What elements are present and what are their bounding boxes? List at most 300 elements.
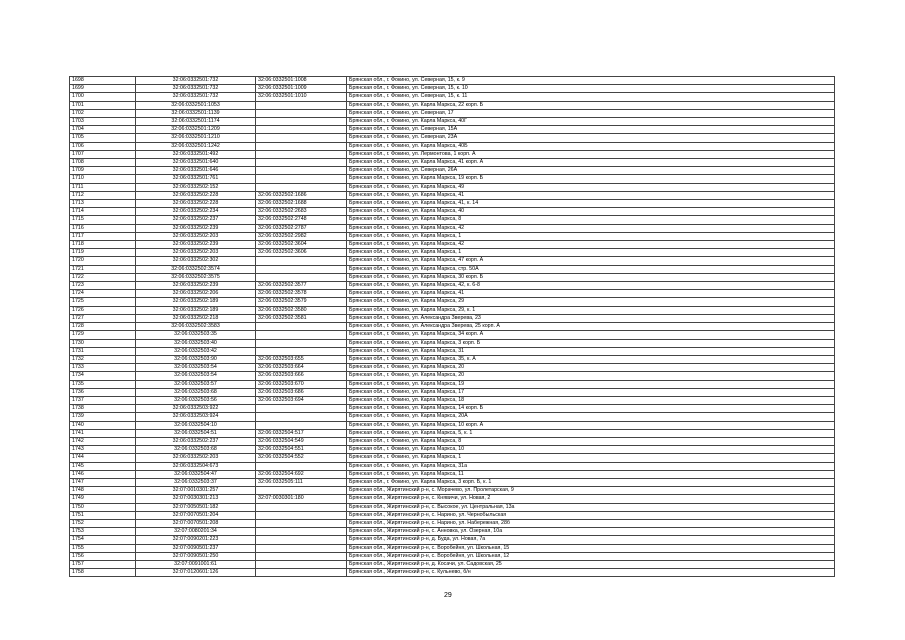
address-cell: Брянская обл., Жирятинский р-н, с. Воробейня, ул. Школьная, 12: [347, 552, 835, 560]
cadastral-number-cell: 32:07:0080201:34: [136, 528, 256, 536]
table-row: [70, 232, 835, 240]
linked-cadastral-number-cell: [256, 560, 347, 568]
table-row: [70, 273, 835, 281]
row-number-cell: 1741: [70, 429, 136, 437]
row-number-cell: 1717: [70, 232, 136, 240]
row-number-cell: 1739: [70, 413, 136, 421]
linked-cadastral-number-cell: 32:06:0332501:1010: [256, 93, 347, 101]
cadastral-number-cell: 32:06:0332501:1242: [136, 142, 256, 150]
row-number-cell: 1721: [70, 265, 136, 273]
row-number-cell: 1728: [70, 323, 136, 331]
address-cell: Брянская обл., Жирятинский р-н, с. Анновка, ул. Озерная, 10а: [347, 528, 835, 536]
table-row: [70, 331, 835, 339]
cadastral-number-cell: 32:06:0332503:56: [136, 396, 256, 404]
address-cell: Брянская обл., г. Фокино, ул. Карла Маркса, 18: [347, 396, 835, 404]
row-number-cell: 1752: [70, 519, 136, 527]
cadastral-number-cell: 32:06:0332502:189: [136, 306, 256, 314]
linked-cadastral-number-cell: [256, 150, 347, 158]
table-row: [70, 544, 835, 552]
table-row: [70, 208, 835, 216]
address-cell: Брянская обл., г. Фокино, ул. Северная, 26А: [347, 167, 835, 175]
cadastral-number-cell: 32:06:0332501:1209: [136, 126, 256, 134]
table-row: [70, 224, 835, 232]
row-number-cell: 1742: [70, 437, 136, 445]
linked-cadastral-number-cell: 32:06:0332503:666: [256, 372, 347, 380]
address-cell: Брянская обл., г. Фокино, ул. Северная, 15, к. 9: [347, 77, 835, 85]
table-row: [70, 446, 835, 454]
row-number-cell: 1737: [70, 396, 136, 404]
address-cell: Брянская обл., г. Фокино, ул. Карла Маркса, 41 корп. А: [347, 159, 835, 167]
cadastral-number-cell: 32:06:0332502:239: [136, 224, 256, 232]
table-row: [70, 109, 835, 117]
linked-cadastral-number-cell: 32:06:0332503:670: [256, 380, 347, 388]
address-cell: Брянская обл., г. Фокино, ул. Карла Маркса, 19 корп. Б: [347, 175, 835, 183]
row-number-cell: 1740: [70, 421, 136, 429]
row-number-cell: 1751: [70, 511, 136, 519]
row-number-cell: 1734: [70, 372, 136, 380]
cadastral-number-cell: 32:06:0332503:68: [136, 446, 256, 454]
address-cell: Брянская обл., г. Фокино, ул. Карла Маркса, стр. 50А: [347, 265, 835, 273]
cadastral-number-cell: 32:07:0090501:250: [136, 552, 256, 560]
linked-cadastral-number-cell: 32:06:0332504:552: [256, 454, 347, 462]
table-row: [70, 142, 835, 150]
row-number-cell: 1756: [70, 552, 136, 560]
linked-cadastral-number-cell: 32:06:0332503:694: [256, 396, 347, 404]
cadastral-number-cell: 32:06:0332502:228: [136, 200, 256, 208]
address-cell: Брянская обл., г. Фокино, ул. Лермонтова, 1 корп. А: [347, 150, 835, 158]
address-cell: Брянская обл., г. Фокино, ул. Карла Маркса, 19: [347, 380, 835, 388]
linked-cadastral-number-cell: [256, 405, 347, 413]
linked-cadastral-number-cell: 32:06:0332504:517: [256, 429, 347, 437]
cadastral-number-cell: 32:07:0090501:237: [136, 544, 256, 552]
row-number-cell: 1726: [70, 306, 136, 314]
linked-cadastral-number-cell: [256, 413, 347, 421]
table-row: [70, 454, 835, 462]
table-row: [70, 372, 835, 380]
linked-cadastral-number-cell: 32:06:0332504:692: [256, 470, 347, 478]
cadastral-number-cell: 32:06:0332502:189: [136, 298, 256, 306]
address-cell: Брянская обл., г. Фокино, ул. Карла Маркса, 40Б: [347, 142, 835, 150]
table-row: [70, 487, 835, 495]
address-cell: Брянская обл., Жирятинский р-н, с. Нарино, ул. Набережная, 28б: [347, 519, 835, 527]
linked-cadastral-number-cell: [256, 175, 347, 183]
table-row: [70, 282, 835, 290]
registry-table-body: [70, 77, 835, 577]
cadastral-number-cell: 32:06:0332503:57: [136, 380, 256, 388]
table-row: [70, 183, 835, 191]
row-number-cell: 1755: [70, 544, 136, 552]
table-row: [70, 200, 835, 208]
address-cell: Брянская обл., Жирятинский р-н, д. Косачи, ул. Садовская, 25: [347, 560, 835, 568]
row-number-cell: 1731: [70, 347, 136, 355]
linked-cadastral-number-cell: 32:06:0332502:3606: [256, 249, 347, 257]
linked-cadastral-number-cell: 32:06:0332502:3604: [256, 241, 347, 249]
row-number-cell: 1746: [70, 470, 136, 478]
table-row: [70, 257, 835, 265]
table-row: [70, 216, 835, 224]
address-cell: Брянская обл., г. Фокино, ул. Карла Маркса, 10 корп. А: [347, 421, 835, 429]
cadastral-number-cell: 32:07:0091001:61: [136, 560, 256, 568]
linked-cadastral-number-cell: [256, 265, 347, 273]
cadastral-number-cell: 32:06:0332503:924: [136, 413, 256, 421]
cadastral-number-cell: 32:06:0332502:228: [136, 191, 256, 199]
row-number-cell: 1736: [70, 388, 136, 396]
linked-cadastral-number-cell: [256, 503, 347, 511]
linked-cadastral-number-cell: 32:06:0332501:1008: [256, 77, 347, 85]
row-number-cell: 1711: [70, 183, 136, 191]
cadastral-number-cell: 32:06:0332501:761: [136, 175, 256, 183]
table-row: [70, 413, 835, 421]
address-cell: Брянская обл., Жирятинский р-н, д. Буда, ул. Новая, 7а: [347, 536, 835, 544]
table-row: [70, 85, 835, 93]
cadastral-number-cell: 32:06:0332502:234: [136, 208, 256, 216]
linked-cadastral-number-cell: 32:06:0332502:3577: [256, 282, 347, 290]
row-number-cell: 1712: [70, 191, 136, 199]
row-number-cell: 1750: [70, 503, 136, 511]
row-number-cell: 1757: [70, 560, 136, 568]
linked-cadastral-number-cell: 32:07:0030301:180: [256, 495, 347, 503]
cadastral-number-cell: 32:06:0332504:673: [136, 462, 256, 470]
cadastral-number-cell: 32:07:0090201:223: [136, 536, 256, 544]
cadastral-number-cell: 32:06:0332502:237: [136, 437, 256, 445]
row-number-cell: 1713: [70, 200, 136, 208]
cadastral-number-cell: 32:06:0332503:54: [136, 372, 256, 380]
row-number-cell: 1704: [70, 126, 136, 134]
linked-cadastral-number-cell: 32:06:0332504:549: [256, 437, 347, 445]
table-row: [70, 421, 835, 429]
table-row: [70, 150, 835, 158]
linked-cadastral-number-cell: [256, 134, 347, 142]
linked-cadastral-number-cell: 32:06:0332502:2683: [256, 208, 347, 216]
linked-cadastral-number-cell: [256, 462, 347, 470]
linked-cadastral-number-cell: [256, 101, 347, 109]
linked-cadastral-number-cell: 32:06:0332505:111: [256, 478, 347, 486]
table-row: [70, 134, 835, 142]
linked-cadastral-number-cell: [256, 323, 347, 331]
cadastral-number-cell: 32:06:0332502:152: [136, 183, 256, 191]
linked-cadastral-number-cell: 32:06:0332501:1009: [256, 85, 347, 93]
row-number-cell: 1702: [70, 109, 136, 117]
address-cell: Брянская обл., г. Фокино, ул. Карла Маркса, 8: [347, 437, 835, 445]
row-number-cell: 1743: [70, 446, 136, 454]
row-number-cell: 1709: [70, 167, 136, 175]
cadastral-number-cell: 32:06:0332502:237: [136, 216, 256, 224]
address-cell: Брянская обл., г. Фокино, ул. Карла Маркса, 20: [347, 372, 835, 380]
table-row: [70, 355, 835, 363]
address-cell: Брянская обл., г. Фокино, ул. Карла Маркса, 3 корп. Б: [347, 339, 835, 347]
address-cell: Брянская обл., г. Фокино, ул. Карла Маркса, 31: [347, 347, 835, 355]
row-number-cell: 1732: [70, 355, 136, 363]
cadastral-number-cell: 32:06:0332502:302: [136, 257, 256, 265]
table-row: [70, 191, 835, 199]
table-row: [70, 405, 835, 413]
cadastral-number-cell: 32:07:0070501:208: [136, 519, 256, 527]
row-number-cell: 1718: [70, 241, 136, 249]
row-number-cell: 1714: [70, 208, 136, 216]
linked-cadastral-number-cell: 32:06:0332503:686: [256, 388, 347, 396]
row-number-cell: 1708: [70, 159, 136, 167]
linked-cadastral-number-cell: [256, 126, 347, 134]
row-number-cell: 1754: [70, 536, 136, 544]
linked-cadastral-number-cell: 32:06:0332502:1686: [256, 191, 347, 199]
address-cell: Брянская обл., г. Фокино, ул. Карла Маркса, 40: [347, 208, 835, 216]
linked-cadastral-number-cell: [256, 421, 347, 429]
address-cell: Брянская обл., г. Фокино, ул. Карла Маркса, 47 корп. А: [347, 257, 835, 265]
table-row: [70, 528, 835, 536]
address-cell: Брянская обл., г. Фокино, ул. Карла Маркса, 20: [347, 364, 835, 372]
linked-cadastral-number-cell: [256, 167, 347, 175]
table-row: [70, 306, 835, 314]
row-number-cell: 1749: [70, 495, 136, 503]
address-cell: Брянская обл., г. Фокино, ул. Карла Маркса, 42: [347, 224, 835, 232]
linked-cadastral-number-cell: 32:06:0332504:551: [256, 446, 347, 454]
address-cell: Брянская обл., г. Фокино, ул. Карла Маркса, 30 корп. Б: [347, 273, 835, 281]
address-cell: Брянская обл., г. Фокино, ул. Северная, 15А: [347, 126, 835, 134]
address-cell: Брянская обл., г. Фокино, ул. Карла Маркса, 1: [347, 232, 835, 240]
linked-cadastral-number-cell: [256, 339, 347, 347]
address-cell: Брянская обл., г. Фокино, ул. Карла Маркса, 17: [347, 388, 835, 396]
linked-cadastral-number-cell: 32:06:0332502:3581: [256, 314, 347, 322]
table-row: [70, 77, 835, 85]
linked-cadastral-number-cell: [256, 536, 347, 544]
linked-cadastral-number-cell: [256, 183, 347, 191]
cadastral-number-cell: 32:06:0332501:646: [136, 167, 256, 175]
table-row: [70, 396, 835, 404]
cadastral-number-cell: 32:06:0332501:1139: [136, 109, 256, 117]
address-cell: Брянская обл., г. Фокино, ул. Карла Маркса, 42: [347, 241, 835, 249]
cadastral-number-cell: 32:06:0332502:203: [136, 249, 256, 257]
cadastral-number-cell: 32:06:0332502:3583: [136, 323, 256, 331]
cadastral-number-cell: 32:06:0332503:37: [136, 478, 256, 486]
address-cell: Брянская обл., г. Фокино, ул. Карла Маркса, 20А: [347, 413, 835, 421]
row-number-cell: 1699: [70, 85, 136, 93]
table-row: [70, 298, 835, 306]
row-number-cell: 1707: [70, 150, 136, 158]
linked-cadastral-number-cell: 32:06:0332502:3580: [256, 306, 347, 314]
cadastral-number-cell: 32:07:0010301:257: [136, 487, 256, 495]
linked-cadastral-number-cell: [256, 511, 347, 519]
row-number-cell: 1700: [70, 93, 136, 101]
address-cell: Брянская обл., Жирятинский р-н, с. Княвичи, ул. Новая, 2: [347, 495, 835, 503]
row-number-cell: 1753: [70, 528, 136, 536]
row-number-cell: 1724: [70, 290, 136, 298]
table-row: [70, 101, 835, 109]
table-row: [70, 519, 835, 527]
table-row: [70, 249, 835, 257]
registry-table: [69, 76, 835, 577]
table-row: [70, 265, 835, 273]
row-number-cell: 1716: [70, 224, 136, 232]
address-cell: Брянская обл., г. Фокино, ул. Карла Маркса, 35, к. А: [347, 355, 835, 363]
cadastral-number-cell: 32:06:0332501:492: [136, 150, 256, 158]
row-number-cell: 1723: [70, 282, 136, 290]
table-row: [70, 388, 835, 396]
cadastral-number-cell: 32:06:0332502:3575: [136, 273, 256, 281]
address-cell: Брянская обл., г. Фокино, ул. Карла Маркса, 22 корп. Б: [347, 101, 835, 109]
table-row: [70, 339, 835, 347]
address-cell: Брянская обл., г. Фокино, ул. Карла Маркса, 8: [347, 216, 835, 224]
row-number-cell: 1727: [70, 314, 136, 322]
row-number-cell: 1738: [70, 405, 136, 413]
page-number: 29: [444, 592, 452, 599]
table-row: [70, 569, 835, 577]
cadastral-number-cell: 32:06:0332501:732: [136, 77, 256, 85]
row-number-cell: 1735: [70, 380, 136, 388]
cadastral-number-cell: 32:06:0332504:10: [136, 421, 256, 429]
cadastral-number-cell: 32:06:0332502:3574: [136, 265, 256, 273]
address-cell: Брянская обл., Жирятинский р-н, с. Морачево, ул. Пролетарская, 9: [347, 487, 835, 495]
cadastral-number-cell: 32:06:0332502:206: [136, 290, 256, 298]
linked-cadastral-number-cell: 32:06:0332502:2787: [256, 224, 347, 232]
table-row: [70, 290, 835, 298]
address-cell: Брянская обл., г. Фокино, ул. Александра Зверева, 25 корп. А: [347, 323, 835, 331]
linked-cadastral-number-cell: [256, 331, 347, 339]
address-cell: Брянская обл., г. Фокино, ул. Карла Маркса, 29, к. 1: [347, 306, 835, 314]
linked-cadastral-number-cell: [256, 487, 347, 495]
table-row: [70, 323, 835, 331]
cadastral-number-cell: 32:06:0332501:640: [136, 159, 256, 167]
linked-cadastral-number-cell: 32:06:0332503:664: [256, 364, 347, 372]
address-cell: Брянская обл., г. Фокино, ул. Александра Зверева, 23: [347, 314, 835, 322]
linked-cadastral-number-cell: [256, 519, 347, 527]
address-cell: Брянская обл., г. Фокино, ул. Северная, 15, к. 11: [347, 93, 835, 101]
address-cell: Брянская обл., г. Фокино, ул. Карла Маркса, 10: [347, 446, 835, 454]
table-row: [70, 118, 835, 126]
row-number-cell: 1748: [70, 487, 136, 495]
linked-cadastral-number-cell: 32:06:0332502:2982: [256, 232, 347, 240]
cadastral-number-cell: 32:06:0332501:1174: [136, 118, 256, 126]
table-row: [70, 364, 835, 372]
address-cell: Брянская обл., г. Фокино, ул. Карла Маркса, 1: [347, 249, 835, 257]
row-number-cell: 1745: [70, 462, 136, 470]
row-number-cell: 1720: [70, 257, 136, 265]
table-row: [70, 126, 835, 134]
table-row: [70, 380, 835, 388]
linked-cadastral-number-cell: [256, 347, 347, 355]
row-number-cell: 1698: [70, 77, 136, 85]
cadastral-number-cell: 32:06:0332501:732: [136, 93, 256, 101]
table-row: [70, 241, 835, 249]
cadastral-number-cell: 32:06:0332502:203: [136, 454, 256, 462]
address-cell: Брянская обл., г. Фокино, ул. Карла Маркса, 29: [347, 298, 835, 306]
row-number-cell: 1715: [70, 216, 136, 224]
linked-cadastral-number-cell: [256, 109, 347, 117]
table-row: [70, 536, 835, 544]
row-number-cell: 1719: [70, 249, 136, 257]
table-row: [70, 495, 835, 503]
cadastral-number-cell: 32:06:0332504:51: [136, 429, 256, 437]
linked-cadastral-number-cell: [256, 159, 347, 167]
cadastral-number-cell: 32:06:0332501:1210: [136, 134, 256, 142]
linked-cadastral-number-cell: 32:06:0332502:2748: [256, 216, 347, 224]
table-row: [70, 478, 835, 486]
row-number-cell: 1758: [70, 569, 136, 577]
linked-cadastral-number-cell: 32:06:0332502:1688: [256, 200, 347, 208]
cadastral-number-cell: 32:06:0332503:54: [136, 364, 256, 372]
linked-cadastral-number-cell: [256, 142, 347, 150]
cadastral-number-cell: 32:06:0332503:35: [136, 331, 256, 339]
table-row: [70, 314, 835, 322]
cadastral-number-cell: 32:06:0332503:90: [136, 355, 256, 363]
row-number-cell: 1705: [70, 134, 136, 142]
row-number-cell: 1730: [70, 339, 136, 347]
address-cell: Брянская обл., г. Фокино, ул. Карла Маркса, 3 корп. Б, к. 1: [347, 478, 835, 486]
address-cell: Брянская обл., г. Фокино, ул. Северная, 23А: [347, 134, 835, 142]
address-cell: Брянская обл., г. Фокино, ул. Карла Маркса, 31а: [347, 462, 835, 470]
address-cell: Брянская обл., Жирятинский р-н, с. Воробейня, ул. Школьная, 15: [347, 544, 835, 552]
table-row: [70, 167, 835, 175]
address-cell: Брянская обл., г. Фокино, ул. Карла Маркса, 41: [347, 191, 835, 199]
linked-cadastral-number-cell: [256, 552, 347, 560]
linked-cadastral-number-cell: 32:06:0332502:3578: [256, 290, 347, 298]
cadastral-number-cell: 32:06:0332501:1053: [136, 101, 256, 109]
address-cell: Брянская обл., г. Фокино, ул. Северная, 15, к. 10: [347, 85, 835, 93]
table-row: [70, 503, 835, 511]
address-cell: Брянская обл., г. Фокино, ул. Карла Маркса, 41: [347, 290, 835, 298]
linked-cadastral-number-cell: 32:06:0332502:3579: [256, 298, 347, 306]
row-number-cell: 1744: [70, 454, 136, 462]
row-number-cell: 1710: [70, 175, 136, 183]
row-number-cell: 1706: [70, 142, 136, 150]
cadastral-number-cell: 32:06:0332503:40: [136, 339, 256, 347]
table-row: [70, 552, 835, 560]
cadastral-number-cell: 32:06:0332503:42: [136, 347, 256, 355]
table-row: [70, 511, 835, 519]
cadastral-number-cell: 32:07:0120601:126: [136, 569, 256, 577]
table-row: [70, 437, 835, 445]
address-cell: Брянская обл., г. Фокино, ул. Карла Маркса, 11: [347, 470, 835, 478]
address-cell: Брянская обл., Жирятинский р-н, с. Высокое, ул. Центральная, 13а: [347, 503, 835, 511]
address-cell: Брянская обл., г. Фокино, ул. Карла Маркса, 5, к. 1: [347, 429, 835, 437]
table-row: [70, 429, 835, 437]
row-number-cell: 1729: [70, 331, 136, 339]
table-row: [70, 560, 835, 568]
linked-cadastral-number-cell: 32:06:0332503:655: [256, 355, 347, 363]
address-cell: Брянская обл., г. Фокино, ул. Карла Маркса, 40Г: [347, 118, 835, 126]
cadastral-number-cell: 32:07:0030301:213: [136, 495, 256, 503]
cadastral-number-cell: 32:06:0332501:732: [136, 85, 256, 93]
address-cell: Брянская обл., г. Фокино, ул. Карла Маркса, 41, к. 14: [347, 200, 835, 208]
address-cell: Брянская обл., г. Фокино, ул. Северная, 17: [347, 109, 835, 117]
table-row: [70, 347, 835, 355]
cadastral-number-cell: 32:06:0332504:47: [136, 470, 256, 478]
cadastral-number-cell: 32:07:0070501:204: [136, 511, 256, 519]
row-number-cell: 1722: [70, 273, 136, 281]
linked-cadastral-number-cell: [256, 528, 347, 536]
address-cell: Брянская обл., Жирятинский р-н, с. Нарино, ул. Чернобыльская: [347, 511, 835, 519]
address-cell: Брянская обл., г. Фокино, ул. Карла Маркса, 1: [347, 454, 835, 462]
linked-cadastral-number-cell: [256, 257, 347, 265]
address-cell: Брянская обл., г. Фокино, ул. Карла Маркса, 42, к. 6-8: [347, 282, 835, 290]
row-number-cell: 1701: [70, 101, 136, 109]
address-cell: Брянская обл., г. Фокино, ул. Карла Маркса, 14 корп. Б: [347, 405, 835, 413]
cadastral-number-cell: 32:06:0332502:239: [136, 241, 256, 249]
row-number-cell: 1733: [70, 364, 136, 372]
cadastral-number-cell: 32:06:0332503:68: [136, 388, 256, 396]
row-number-cell: 1725: [70, 298, 136, 306]
cadastral-number-cell: 32:07:0050501:182: [136, 503, 256, 511]
cadastral-number-cell: 32:06:0332502:203: [136, 232, 256, 240]
table-row: [70, 93, 835, 101]
linked-cadastral-number-cell: [256, 273, 347, 281]
cadastral-number-cell: 32:06:0332502:218: [136, 314, 256, 322]
row-number-cell: 1747: [70, 478, 136, 486]
row-number-cell: 1703: [70, 118, 136, 126]
linked-cadastral-number-cell: [256, 118, 347, 126]
address-cell: Брянская обл., г. Фокино, ул. Карла Маркса, 34 корп. А: [347, 331, 835, 339]
linked-cadastral-number-cell: [256, 569, 347, 577]
table-row: [70, 175, 835, 183]
